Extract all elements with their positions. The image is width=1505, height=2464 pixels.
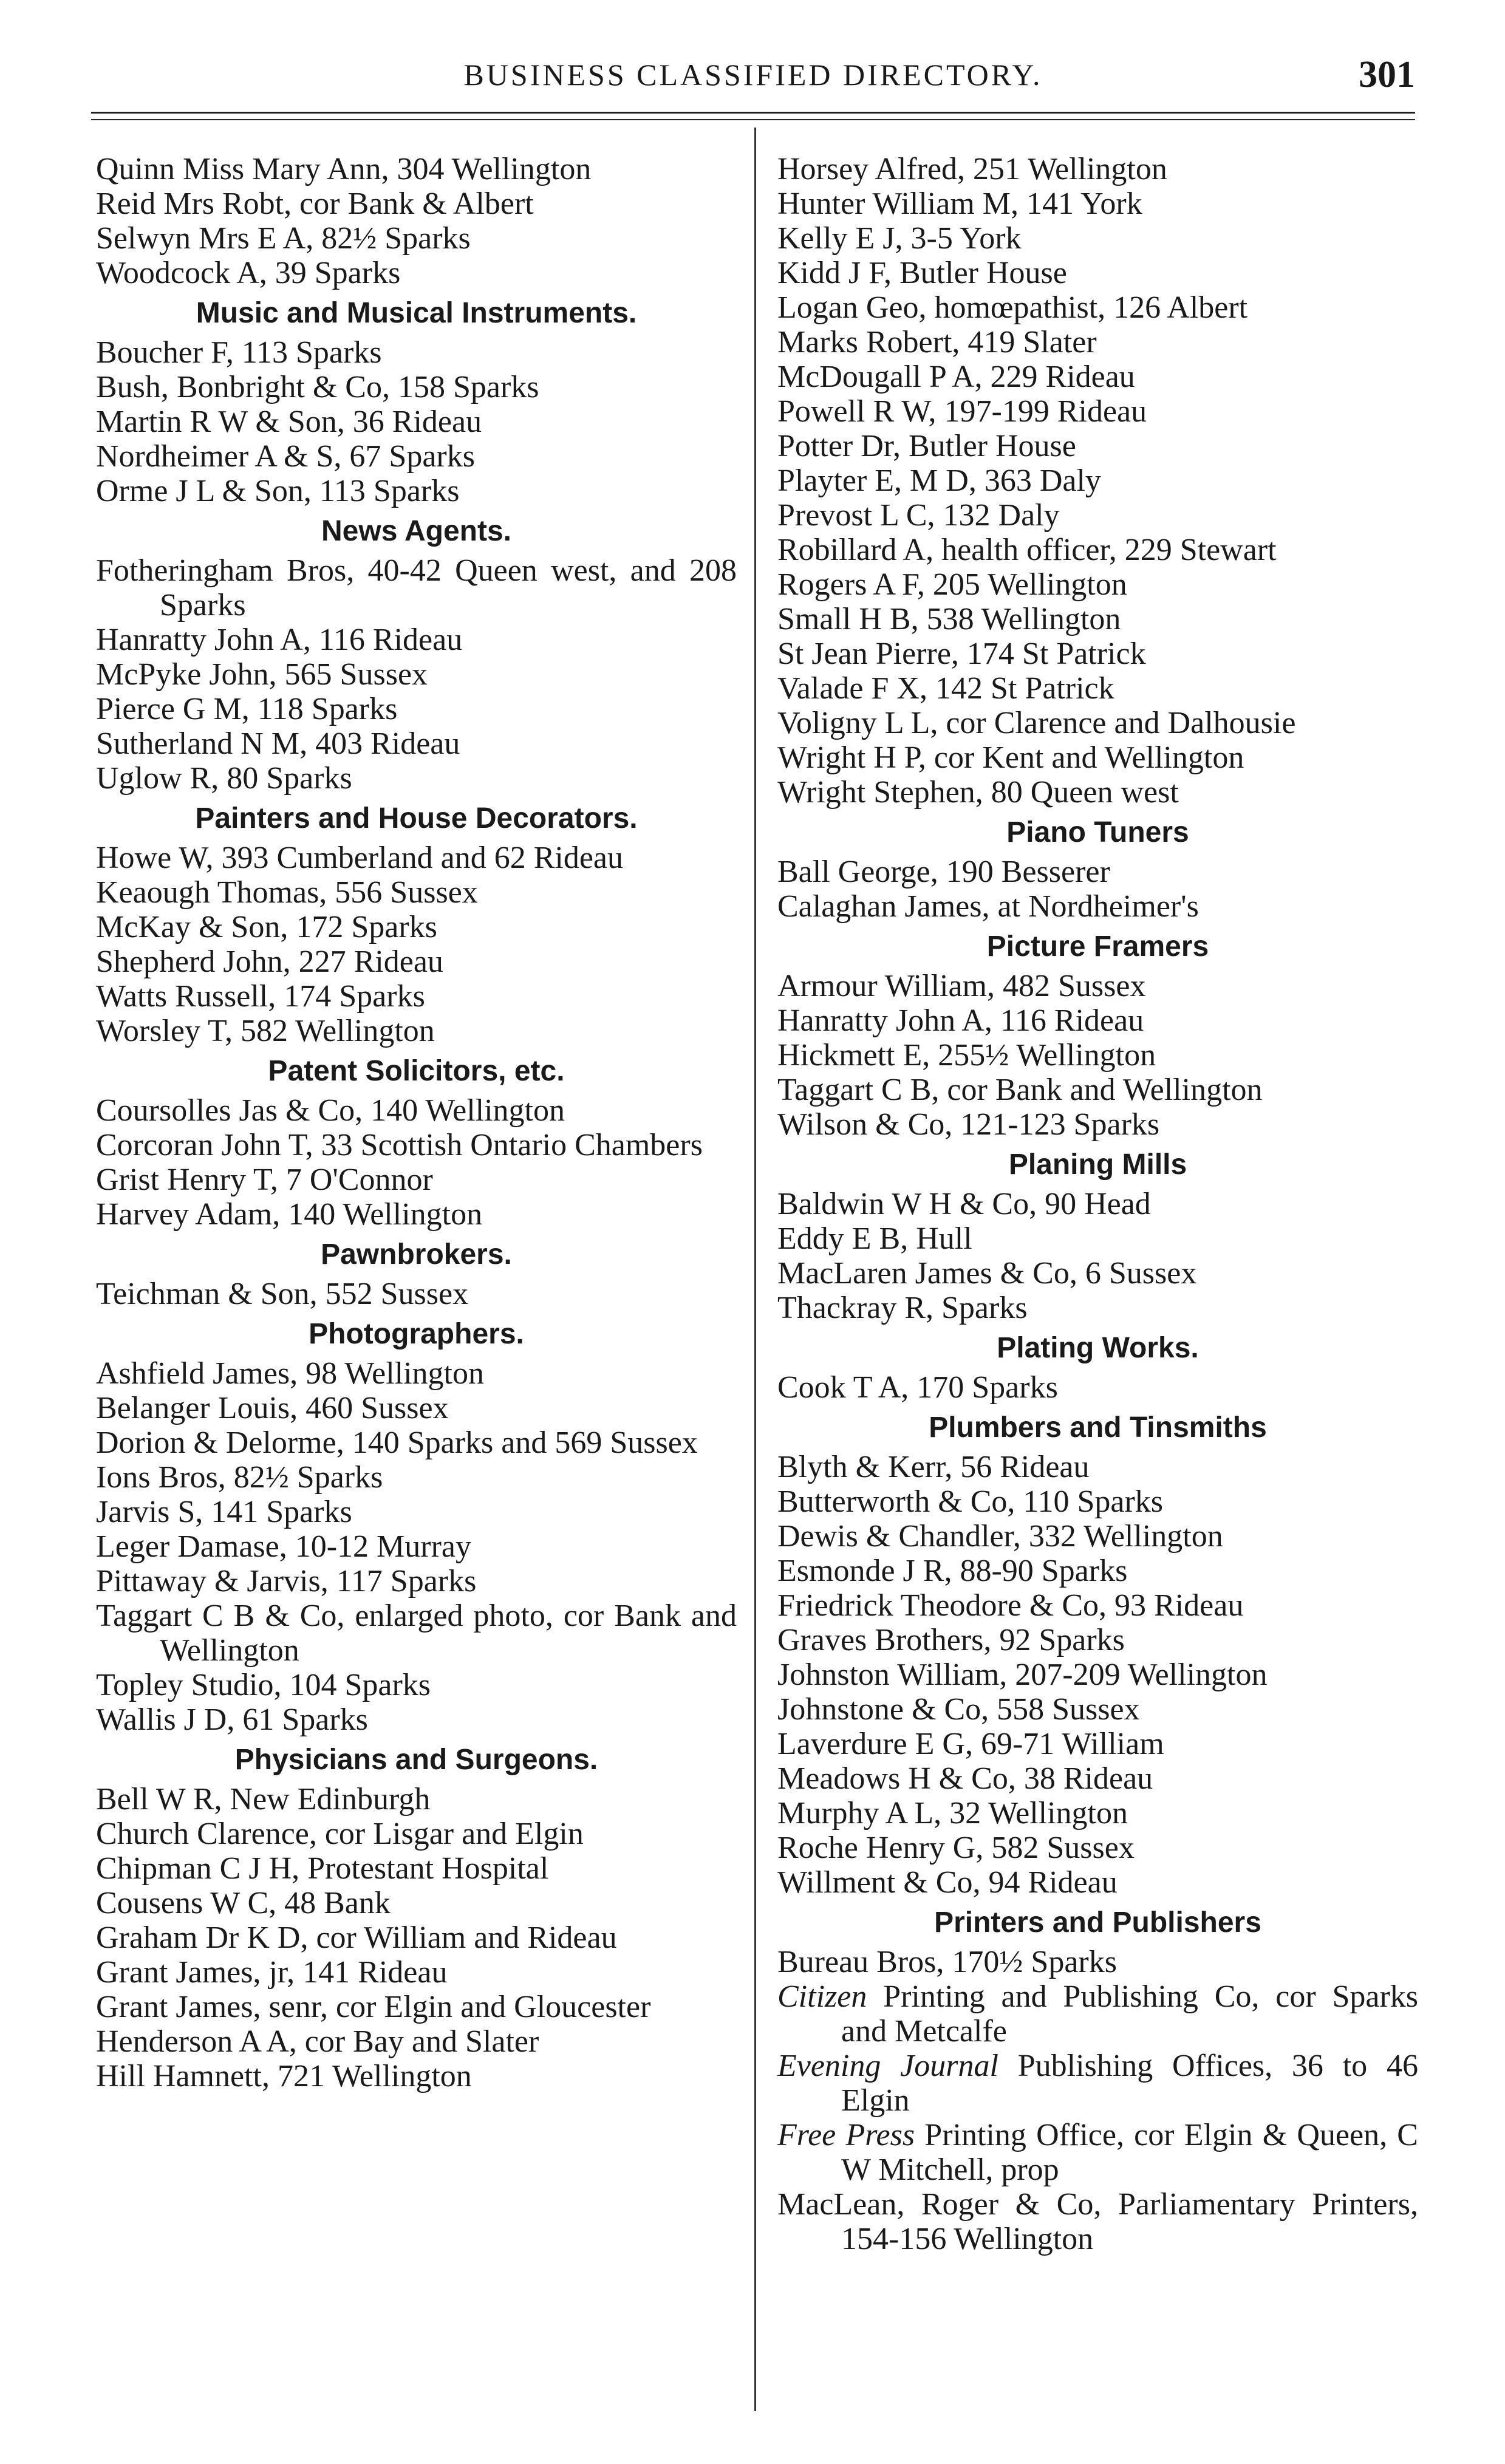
section-heading: Plumbers and Tinsmiths	[929, 1411, 1267, 1444]
directory-entry: Potter Dr, Butler House	[777, 429, 1076, 463]
section-heading: Piano Tuners	[1006, 816, 1189, 848]
directory-entry: Bush, Bonbright & Co, 158 Sparks	[96, 370, 539, 404]
directory-entry: Topley Studio, 104 Sparks	[96, 1668, 431, 1702]
directory-entry: Rogers A F, 205 Wellington	[777, 567, 1127, 602]
directory-entry: Leger Damase, 10-12 Murray	[96, 1529, 471, 1564]
directory-entry: Valade F X, 142 St Patrick	[777, 671, 1114, 706]
directory-entry: Nordheimer A & S, 67 Sparks	[96, 439, 475, 474]
directory-entry: Laverdure E G, 69-71 William	[777, 1727, 1164, 1761]
directory-entry: Wright H P, cor Kent and Wellington	[777, 740, 1244, 775]
directory-entry: Watts Russell, 174 Sparks	[96, 979, 425, 1014]
directory-entry: Boucher F, 113 Sparks	[96, 335, 382, 370]
directory-entry: Bureau Bros, 170½ Sparks	[777, 1945, 1117, 1979]
section-heading: Music and Musical Instruments.	[196, 297, 637, 329]
section-heading: Printers and Publishers	[934, 1906, 1261, 1939]
directory-entry	[777, 1979, 1418, 2049]
right-column	[777, 152, 1418, 2256]
directory-entry: Horsey Alfred, 251 Wellington	[777, 152, 1167, 186]
directory-entry: Cook T A, 170 Sparks	[777, 1370, 1058, 1405]
directory-entry: Prevost L C, 132 Daly	[777, 498, 1060, 533]
directory-entry: Grant James, senr, cor Elgin and Gloucester	[96, 1990, 651, 2024]
directory-entry: Grant James, jr, 141 Rideau	[96, 1955, 448, 1990]
header-rule	[91, 112, 1415, 114]
directory-entry: Taggart C B & Co, enlarged photo, cor Bank and Wellington	[96, 1599, 737, 1668]
directory-entry: Thackray R, Sparks	[777, 1291, 1028, 1325]
directory-entry: Selwyn Mrs E A, 82½ Sparks	[96, 221, 471, 256]
publication-name: Free Press	[777, 2118, 915, 2152]
directory-entry: McKay & Son, 172 Sparks	[96, 910, 437, 944]
directory-entry: Woodcock A, 39 Sparks	[96, 256, 401, 290]
directory-entry: Pittaway & Jarvis, 117 Sparks	[96, 1564, 477, 1599]
section-heading: Planing Mills	[1008, 1148, 1187, 1181]
directory-entry: Cousens W C, 48 Bank	[96, 1886, 391, 1920]
directory-entry	[777, 2118, 1418, 2187]
directory-entry: MacLaren James & Co, 6 Sussex	[777, 1256, 1197, 1291]
directory-entry: Playter E, M D, 363 Daly	[777, 463, 1101, 498]
directory-entry: McPyke John, 565 Sussex	[96, 657, 428, 692]
directory-entry: Grist Henry T, 7 O'Connor	[96, 1162, 433, 1197]
directory-entry: Johnstone & Co, 558 Sussex	[777, 1692, 1140, 1727]
directory-entry: Pierce G M, 118 Sparks	[96, 692, 398, 726]
directory-entry: Johnston William, 207-209 Wellington	[777, 1657, 1268, 1692]
directory-entry: Graham Dr K D, cor William and Rideau	[96, 1920, 617, 1955]
directory-entry: Friedrick Theodore & Co, 93 Rideau	[777, 1588, 1244, 1623]
directory-entry: Ball George, 190 Besserer	[777, 855, 1110, 889]
section-heading: Physicians and Surgeons.	[234, 1744, 598, 1776]
directory-entry: Roche Henry G, 582 Sussex	[777, 1831, 1135, 1865]
directory-entry: Kelly E J, 3-5 York	[777, 221, 1022, 256]
directory-entry: Quinn Miss Mary Ann, 304 Wellington	[96, 152, 592, 186]
directory-entry: St Jean Pierre, 174 St Patrick	[777, 636, 1146, 671]
directory-entry: Graves Brothers, 92 Sparks	[777, 1623, 1125, 1657]
section-heading: Picture Framers	[986, 930, 1209, 963]
directory-entry: Uglow R, 80 Sparks	[96, 761, 352, 796]
page-number: 301	[1359, 54, 1415, 95]
directory-entry: Jarvis S, 141 Sparks	[96, 1495, 352, 1529]
directory-entry: Taggart C B, cor Bank and Wellington	[777, 1073, 1263, 1107]
section-heading: Painters and House Decorators.	[195, 802, 638, 834]
directory-entry: Wilson & Co, 121-123 Sparks	[777, 1107, 1160, 1142]
column-divider	[754, 128, 756, 2411]
directory-entry: Dewis & Chandler, 332 Wellington	[777, 1519, 1223, 1554]
directory-entry: Hickmett E, 255½ Wellington	[777, 1038, 1156, 1073]
directory-entry: Robillard A, health officer, 229 Stewart	[777, 533, 1277, 567]
directory-entry: Harvey Adam, 140 Wellington	[96, 1197, 483, 1232]
directory-entry: Corcoran John T, 33 Scottish Ontario Chambers	[96, 1128, 703, 1162]
section-heading: Pawnbrokers.	[321, 1238, 512, 1271]
directory-entry: Worsley T, 582 Wellington	[96, 1014, 435, 1048]
publication-name: Evening Journal	[777, 2049, 998, 2083]
directory-entry: Eddy E B, Hull	[777, 1221, 972, 1256]
directory-entry: McDougall P A, 229 Rideau	[777, 360, 1135, 394]
directory-entry: Willment & Co, 94 Rideau	[777, 1865, 1118, 1900]
directory-entry: Calaghan James, at Nordheimer's	[777, 889, 1199, 924]
entry-text: Publishing Offices, 36 to 46 Elgin	[841, 2049, 1418, 2118]
running-head: BUSINESS CLASSIFIED DIRECTORY.	[463, 58, 1043, 92]
directory-entry: Hanratty John A, 116 Rideau	[96, 623, 463, 657]
directory-entry: Howe W, 393 Cumberland and 62 Rideau	[96, 841, 623, 875]
directory-entry: Teichman & Son, 552 Sussex	[96, 1277, 469, 1311]
entry-text: Printing Office, cor Elgin & Queen, C W Mitchell, prop	[841, 2118, 1418, 2187]
directory-entry: Dorion & Delorme, 140 Sparks and 569 Sussex	[96, 1425, 698, 1460]
directory-entry: Fotheringham Bros, 40-42 Queen west, and 208 Sparks	[96, 553, 737, 623]
directory-entry: Wright Stephen, 80 Queen west	[777, 775, 1179, 810]
directory-entry: Hanratty John A, 116 Rideau	[777, 1003, 1144, 1038]
directory-entry: Meadows H & Co, 38 Rideau	[777, 1761, 1153, 1796]
directory-entry: Blyth & Kerr, 56 Rideau	[777, 1450, 1090, 1484]
directory-entry: Small H B, 538 Wellington	[777, 602, 1121, 636]
directory-entry: MacLean, Roger & Co, Parliamentary Printers, 154-156 Wellington	[777, 2187, 1418, 2256]
directory-entry: Powell R W, 197-199 Rideau	[777, 394, 1147, 429]
directory-entry: Church Clarence, cor Lisgar and Elgin	[96, 1817, 584, 1851]
directory-entry: Ions Bros, 82½ Sparks	[96, 1460, 383, 1495]
section-heading: News Agents.	[321, 515, 511, 547]
directory-entry: Wallis J D, 61 Sparks	[96, 1702, 368, 1737]
directory-entry: Shepherd John, 227 Rideau	[96, 944, 443, 979]
left-column	[96, 152, 737, 2094]
section-heading: Photographers.	[309, 1318, 524, 1350]
directory-entry: Baldwin W H & Co, 90 Head	[777, 1187, 1151, 1221]
directory-entry: Hill Hamnett, 721 Wellington	[96, 2059, 472, 2094]
directory-entry: Martin R W & Son, 36 Rideau	[96, 404, 482, 439]
directory-entry: Chipman C J H, Protestant Hospital	[96, 1851, 549, 1886]
directory-entry: Hunter William M, 141 York	[777, 186, 1142, 221]
directory-entry: Bell W R, New Edinburgh	[96, 1782, 431, 1817]
directory-entry: Belanger Louis, 460 Sussex	[96, 1391, 449, 1425]
directory-entry: Sutherland N M, 403 Rideau	[96, 726, 460, 761]
directory-entry: Orme J L & Son, 113 Sparks	[96, 474, 460, 508]
directory-entry: Esmonde J R, 88-90 Sparks	[777, 1554, 1128, 1588]
section-heading: Patent Solicitors, etc.	[268, 1055, 565, 1087]
publication-name: Citizen	[777, 1979, 867, 2014]
directory-entry	[777, 2049, 1418, 2118]
directory-entry: Keaough Thomas, 556 Sussex	[96, 875, 478, 910]
header-rule-thin	[91, 119, 1415, 120]
directory-entry: Butterworth & Co, 110 Sparks	[777, 1484, 1164, 1519]
directory-entry: Henderson A A, cor Bay and Slater	[96, 2024, 539, 2059]
directory-entry: Voligny L L, cor Clarence and Dalhousie	[777, 706, 1296, 740]
directory-entry: Coursolles Jas & Co, 140 Wellington	[96, 1093, 565, 1128]
directory-entry: Logan Geo, homœpathist, 126 Albert	[777, 290, 1248, 325]
directory-entry: Reid Mrs Robt, cor Bank & Albert	[96, 186, 534, 221]
page-header	[91, 53, 1415, 102]
entry-text: Printing and Publishing Co, cor Sparks and Metcalfe	[841, 1979, 1418, 2049]
directory-entry: Marks Robert, 419 Slater	[777, 325, 1097, 360]
directory-entry: Armour William, 482 Sussex	[777, 969, 1146, 1003]
directory-entry: Murphy A L, 32 Wellington	[777, 1796, 1128, 1831]
directory-entry: Ashfield James, 98 Wellington	[96, 1356, 485, 1391]
directory-entry: Kidd J F, Butler House	[777, 256, 1067, 290]
section-heading: Plating Works.	[997, 1332, 1199, 1364]
